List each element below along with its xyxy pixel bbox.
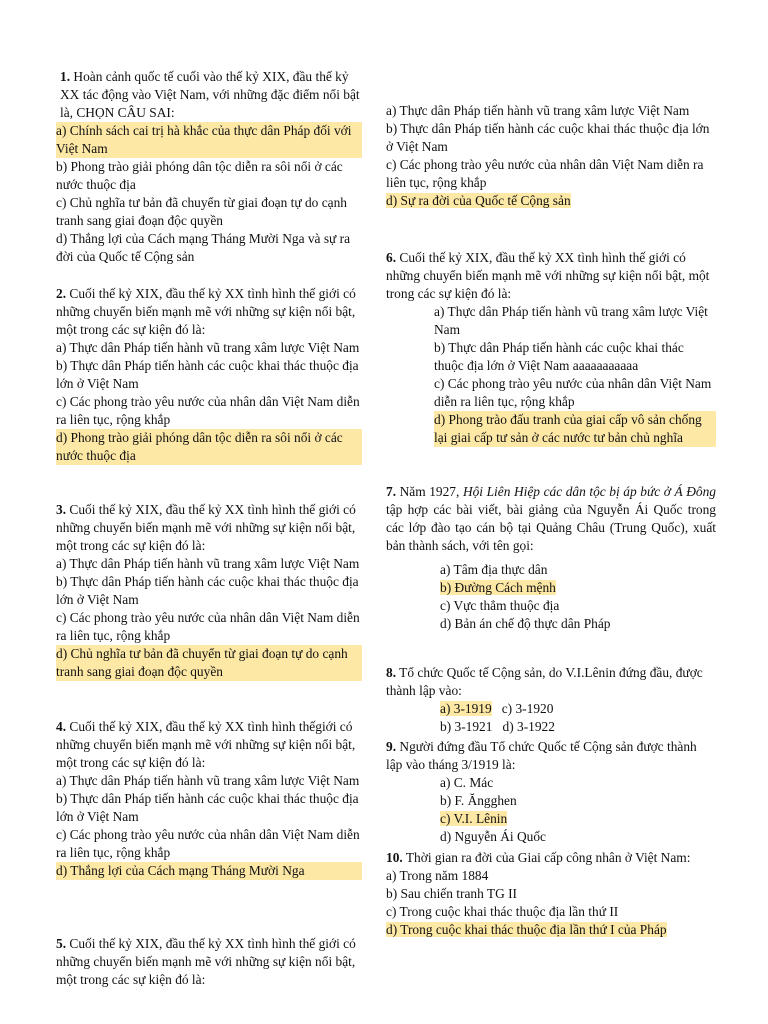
option-a[interactable]: a) Thực dân Pháp tiến hành vũ trang xâm lược Việt Nam (56, 773, 360, 788)
question-number: 5. (56, 936, 67, 951)
question-stem: Cuối thế kỷ XIX, đầu thế kỷ XX tình hình thế giới có những chuyển biến mạnh mẽ với những sự kiện nổi bật, một trong các sự kiện đó là: (56, 936, 356, 987)
question-number: 7. (386, 484, 397, 499)
question-9 (386, 738, 716, 846)
option-c[interactable]: c) Vực thẳm thuộc địa (440, 598, 560, 613)
question-stem-italic: Hội Liên Hiệp các dân tộc bị áp bức ở Á Đông (462, 484, 716, 499)
question-6 (386, 249, 716, 447)
option-a[interactable]: a) Trong năm 1884 (386, 868, 489, 883)
option-d-correct[interactable]: d) Phong trào giải phóng dân tộc diễn ra sôi nổi ở các nước thuộc địa (56, 429, 362, 465)
question-stem: Người đứng đầu Tổ chức Quốc tế Cộng sản được thành lập vào tháng 3/1919 là: (386, 739, 697, 772)
question-stem-pre: Năm 1927, (399, 484, 463, 499)
option-d-correct[interactable]: d) Phong trào đấu tranh của giai cấp vô sản chống lại giai cấp tư sản ở các nước tư bản chủ nghĩa (434, 411, 716, 447)
question-number: 10. (386, 850, 403, 865)
option-c[interactable]: c) Các phong trào yêu nước của nhân dân Việt Nam diễn ra liên tục, rộng khắp (56, 610, 360, 643)
option-a[interactable]: a) Thực dân Pháp tiến hành vũ trang xâm lược Việt Nam (434, 304, 708, 337)
option-a[interactable]: a) Tâm địa thực dân (440, 562, 548, 577)
option-b[interactable]: b) Thực dân Pháp tiến hành các cuộc khai thác thuộc địa lớn ở Việt Nam (56, 574, 359, 607)
option-c[interactable]: c) Các phong trào yêu nước của nhân dân Việt Nam diễn ra liên tục, rộng khắp (56, 394, 360, 427)
question-stem: Cuối thế kỷ XIX, đầu thế kỷ XX tình hình thếgiới có những chuyển biến mạnh mẽ với những sự kiện nổi bật, một trong các sự kiện đó là: (56, 719, 356, 770)
option-c[interactable]: c) Trong cuộc khai thác thuộc địa lần thứ II (386, 904, 619, 919)
option-b[interactable]: b) F. Ăngghen (440, 793, 517, 808)
option-a[interactable]: a) C. Mác (440, 775, 494, 790)
question-stem: Cuối thế kỷ XIX, đầu thế kỷ XX tình hình thế giới có những chuyển biến mạnh mẽ với những sự kiện nổi bật, một trong các sự kiện đó là: (56, 286, 356, 337)
question-5-options (386, 66, 716, 210)
question-number: 6. (386, 250, 397, 265)
question-stem: Tổ chức Quốc tế Cộng sản, do V.I.Lênin đứng đầu, được thành lập vào: (386, 665, 703, 698)
option-d-correct[interactable]: d) Thắng lợi của Cách mạng Tháng Mười Nga (56, 862, 362, 880)
option-c[interactable]: c) Các phong trào yêu nước của nhân dân Việt Nam diễn ra liên tục, rộng khắp (434, 376, 712, 409)
option-d-correct[interactable]: d) Chủ nghĩa tư bản đã chuyển từ giai đoạn tự do cạnh tranh sang giai đoạn độc quyền (56, 645, 362, 681)
option-a[interactable]: a) Thực dân Pháp tiến hành vũ trang xâm lược Việt Nam (56, 556, 360, 571)
option-c[interactable]: c) Các phong trào yêu nước của nhân dân Việt Nam diễn ra liên tục, rộng khắp (386, 157, 704, 190)
question-stem: Thời gian ra đời của Giai cấp công nhân ở Việt Nam: (405, 850, 691, 865)
question-number: 1. (60, 69, 71, 84)
question-2 (56, 285, 362, 465)
question-5-start (56, 935, 362, 989)
option-c-correct[interactable]: c) V.I. Lênin (440, 811, 508, 826)
option-d-correct[interactable]: d) Sự ra đời của Quốc tế Cộng sản (386, 193, 571, 208)
question-stem-post: tập hợp các bài viết, bài giảng của Nguyễn Ái Quốc trong các lớp đào tạo cán bộ tại Quảng Châu (Trung Quốc), xuất bản thành sách, với tên gọi: (386, 502, 716, 553)
option-b[interactable]: b) Sau chiến tranh TG II (386, 886, 518, 901)
option-c[interactable]: c) Chủ nghĩa tư bản đã chuyển từ giai đoạn tự do cạnh tranh sang giai đoạn độc quyền (56, 195, 347, 228)
question-number: 8. (386, 665, 397, 680)
option-b[interactable]: b) Phong trào giải phóng dân tộc diễn ra sôi nổi ở các nước thuộc địa (56, 159, 343, 192)
question-number: 3. (56, 502, 67, 517)
question-8 (386, 664, 716, 736)
option-c[interactable]: c) Các phong trào yêu nước của nhân dân Việt Nam diễn ra liên tục, rộng khắp (56, 827, 360, 860)
option-a[interactable]: a) Thực dân Pháp tiến hành vũ trang xâm lược Việt Nam (386, 103, 690, 118)
question-number: 9. (386, 739, 397, 754)
option-d[interactable]: d) 3-1922 (502, 719, 555, 734)
option-b[interactable]: b) 3-1921 (440, 719, 493, 734)
question-7 (386, 483, 716, 633)
option-b[interactable]: b) Thực dân Pháp tiến hành các cuộc khai thác thuộc địa lớn ở Việt Nam (56, 791, 359, 824)
question-number: 2. (56, 286, 67, 301)
question-number: 4. (56, 719, 67, 734)
option-b[interactable]: b) Thực dân Pháp tiến hành các cuộc khai thác thuộc địa lớn ở Việt Nam (56, 358, 359, 391)
question-stem: Hoàn cảnh quốc tế cuối vào thế kỷ XIX, đầu thế kỷ XX tác động vào Việt Nam, với những đặc điểm nổi bật là, CHỌN CÂU SAI: (60, 69, 360, 120)
option-a-correct[interactable]: a) 3-1919 (440, 701, 492, 716)
question-4 (56, 718, 362, 880)
option-b-correct[interactable]: b) Đường Cách mệnh (440, 580, 556, 595)
question-10 (386, 849, 716, 939)
question-1 (56, 68, 362, 266)
option-b[interactable]: b) Thực dân Pháp tiến hành các cuộc khai thác thuộc địa lớn ở Việt Nam (386, 121, 710, 154)
option-a[interactable]: a) Thực dân Pháp tiến hành vũ trang xâm lược Việt Nam (56, 340, 360, 355)
option-a-correct[interactable]: a) Chính sách cai trị hà khắc của thực dân Pháp đối với Việt Nam (56, 122, 362, 158)
option-d-correct[interactable]: d) Trong cuộc khai thác thuộc địa lần thứ I của Pháp (386, 922, 667, 937)
option-d[interactable]: d) Bản án chế độ thực dân Pháp (440, 616, 611, 631)
option-b[interactable]: b) Thực dân Pháp tiến hành các cuộc khai thác thuộc địa lớn ở Việt Nam aaaaaaaaaaa (434, 340, 684, 373)
question-3 (56, 501, 362, 681)
option-c[interactable]: c) 3-1920 (501, 701, 554, 716)
question-stem: Cuối thế kỷ XIX, đầu thế kỷ XX tình hình thế giới có những chuyển biến mạnh mẽ với những sự kiện nổi bật, một trong các sự kiện đó là: (386, 250, 710, 301)
option-d[interactable]: d) Thắng lợi của Cách mạng Tháng Mười Nga và sự ra đời của Quốc tế Cộng sản (56, 231, 351, 264)
question-stem: Cuối thế kỷ XIX, đầu thế kỷ XX tình hình thế giới có những chuyển biến mạnh mẽ với những sự kiện nổi bật, một trong các sự kiện đó là: (56, 502, 356, 553)
option-d[interactable]: d) Nguyễn Ái Quốc (440, 829, 546, 844)
